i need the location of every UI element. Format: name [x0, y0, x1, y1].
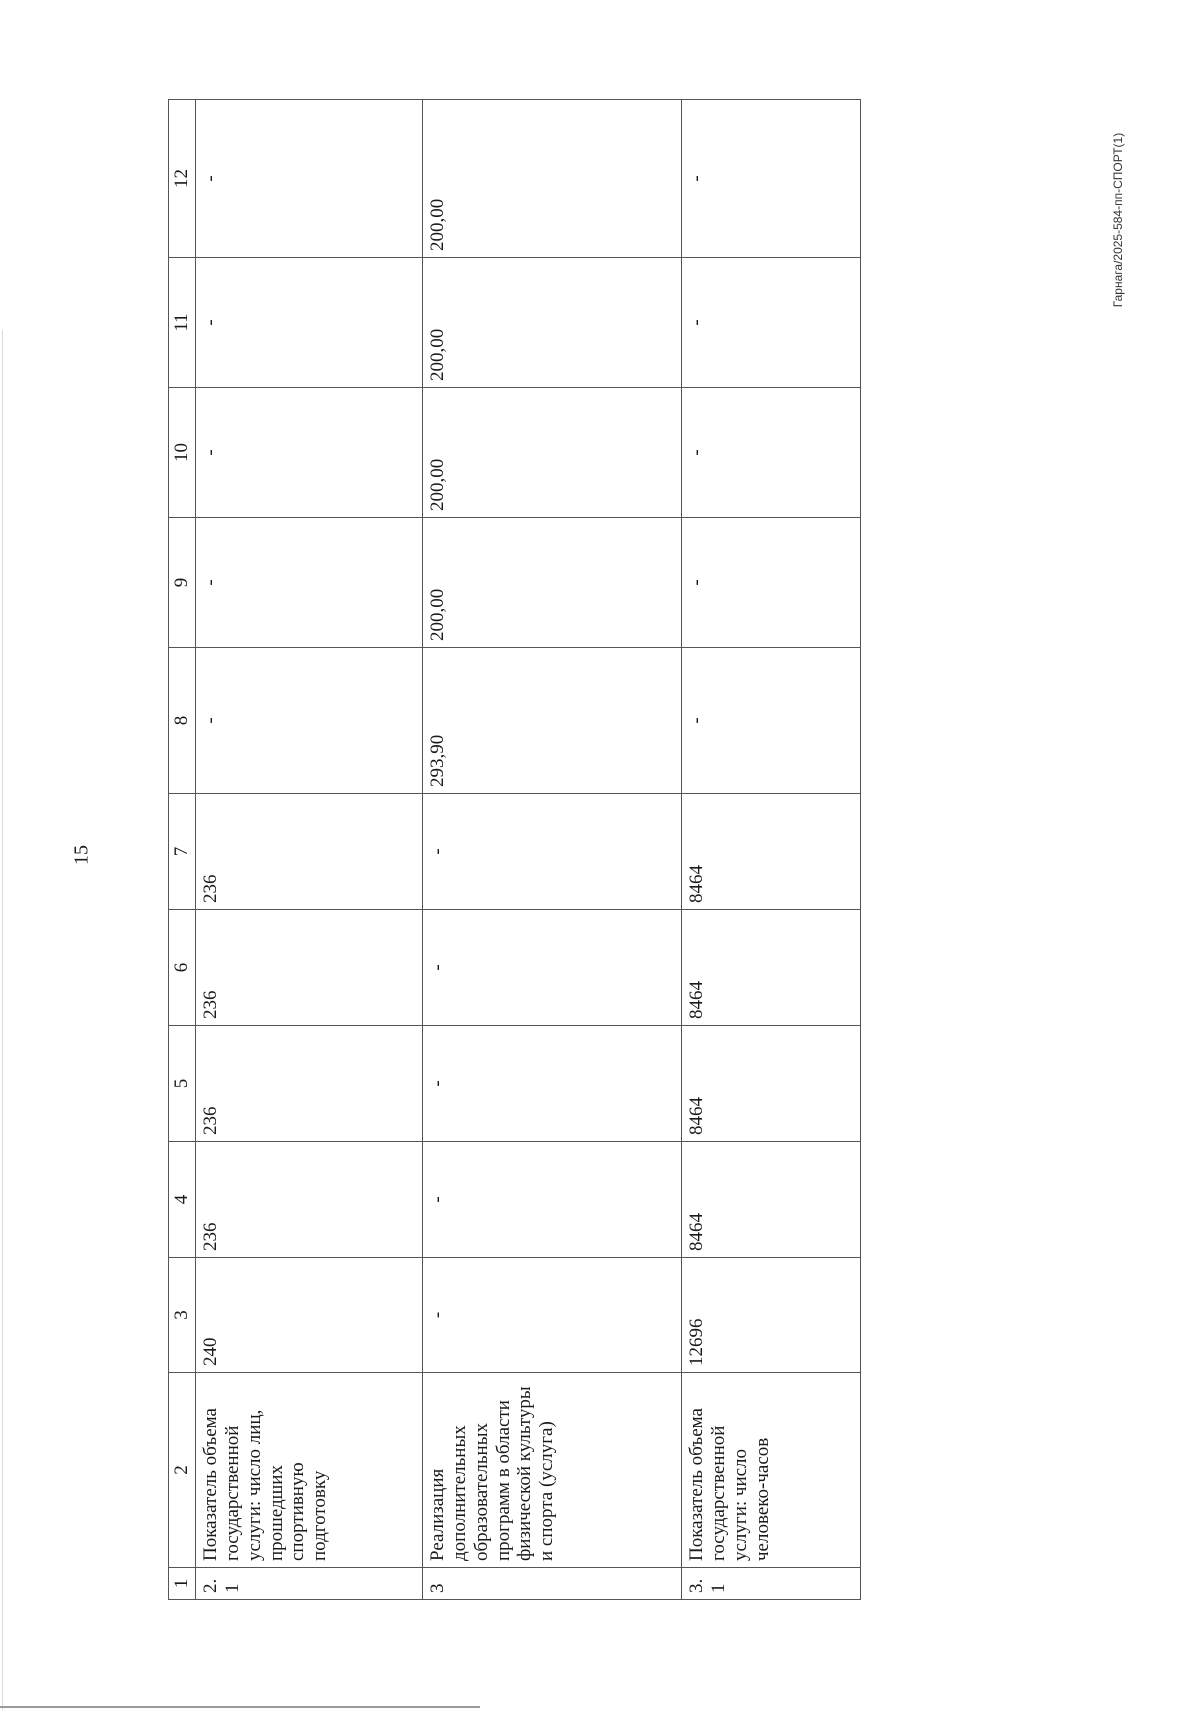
column-number: 8: [169, 648, 196, 794]
table-cell: 200,00: [423, 518, 682, 648]
table-cell: -: [196, 388, 423, 518]
column-number: 3: [169, 1258, 196, 1373]
scan-edge-left: [2, 330, 3, 1710]
table-cell: -: [682, 518, 861, 648]
column-number: 11: [169, 258, 196, 388]
table-cell: 240: [196, 1258, 423, 1373]
table-cell: -: [196, 648, 423, 794]
table-cell: -: [682, 388, 861, 518]
table-cell: 200,00: [423, 100, 682, 258]
page-number: 15: [70, 845, 93, 865]
table-cell: 8464: [682, 1026, 861, 1142]
row-name: Показатель объема государственной услуги: число человеко-часов: [682, 1373, 861, 1568]
row-number: 3: [423, 1568, 682, 1600]
table-cell: 8464: [682, 1142, 861, 1258]
document-reference: Гарнага/2025-584-пп-СПОРТ(1): [1111, 132, 1125, 308]
table-cell: -: [196, 258, 423, 388]
table-row: [423, 100, 682, 1600]
table-cell: 12696: [682, 1258, 861, 1373]
column-number: 12: [169, 100, 196, 258]
column-number: 10: [169, 388, 196, 518]
indicator-table-wrapper: [168, 100, 845, 1600]
table-cell: -: [196, 518, 423, 648]
table-cell: -: [682, 648, 861, 794]
column-number: 5: [169, 1026, 196, 1142]
table-cell: 236: [196, 1026, 423, 1142]
table-cell: 236: [196, 794, 423, 910]
table-cell: -: [196, 100, 423, 258]
column-number: 2: [169, 1373, 196, 1568]
table-cell: -: [682, 100, 861, 258]
table-cell: -: [682, 258, 861, 388]
table-cell: 8464: [682, 794, 861, 910]
row-name: Показатель объема государственной услуги: число лиц, прошедших спортивную подготовку: [196, 1373, 423, 1568]
table-cell: -: [423, 1142, 682, 1258]
table-cell: -: [423, 910, 682, 1026]
row-number: 3.1: [682, 1568, 861, 1600]
table-cell: -: [423, 1026, 682, 1142]
column-number: 1: [169, 1568, 196, 1600]
indicator-table: [168, 99, 861, 1600]
column-number: 9: [169, 518, 196, 648]
table-cell: -: [423, 1258, 682, 1373]
row-number: 2.1: [196, 1568, 423, 1600]
column-number: 7: [169, 794, 196, 910]
table-cell: 8464: [682, 910, 861, 1026]
table-row: [196, 100, 423, 1600]
table-cell: 236: [196, 910, 423, 1026]
table-cell: -: [423, 794, 682, 910]
table-cell: 236: [196, 1142, 423, 1258]
table-cell: 200,00: [423, 258, 682, 388]
row-name: Реализация дополнительных образовательных программ в области физической культуры и спорта (услуга): [423, 1373, 682, 1568]
table-row: [682, 100, 861, 1600]
table-header-row: [169, 100, 196, 1600]
scan-edge-bottom: [0, 1706, 480, 1708]
table-cell: 293,90: [423, 648, 682, 794]
column-number: 4: [169, 1142, 196, 1258]
column-number: 6: [169, 910, 196, 1026]
table-cell: 200,00: [423, 388, 682, 518]
